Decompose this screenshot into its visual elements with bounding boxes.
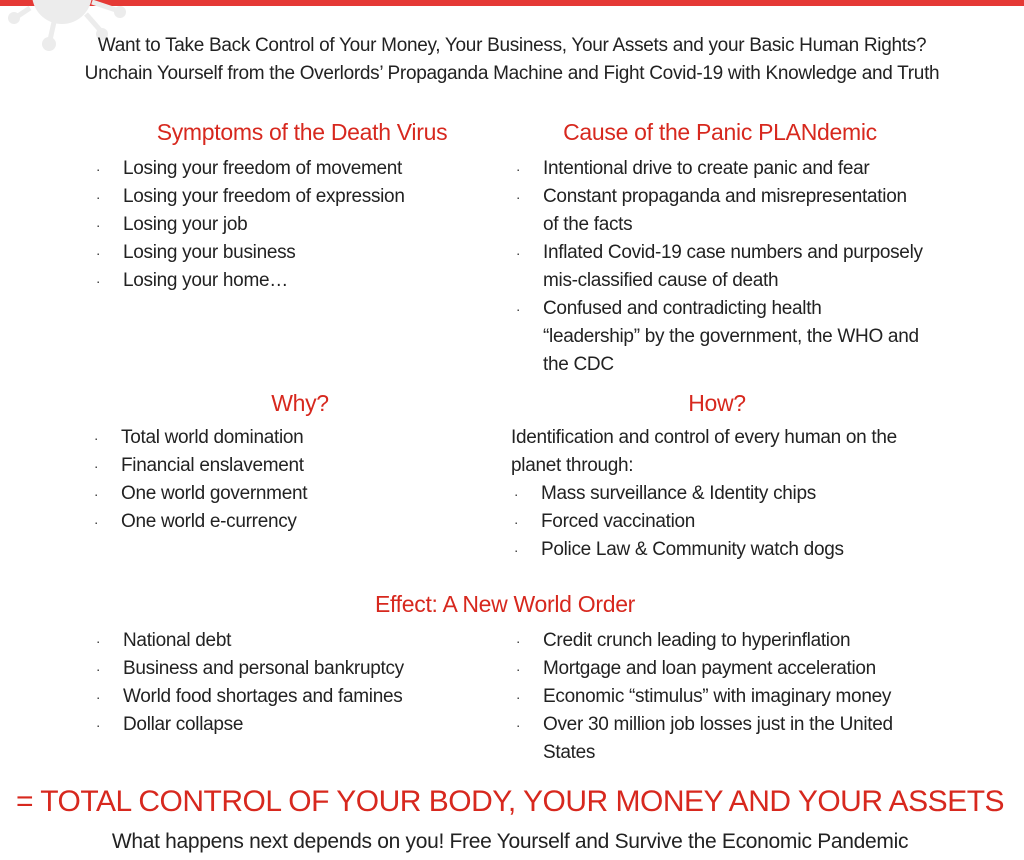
list-item: · Constant propaganda and misrepresentation of the facts bbox=[513, 183, 923, 239]
list-item: · Intentional drive to create panic and fear bbox=[513, 155, 923, 183]
bullet-icon: · bbox=[515, 717, 521, 733]
list-item: · Credit crunch leading to hyperinflation bbox=[513, 627, 933, 655]
intro-line-1: Want to Take Back Control of Your Money, Your Business, Your Assets and your Basic Human Rights? bbox=[97, 35, 927, 56]
bullet-icon: · bbox=[515, 301, 521, 317]
list-item: · Economic “stimulus” with imaginary money bbox=[513, 683, 933, 711]
how-list bbox=[511, 480, 921, 564]
list-item: · Losing your freedom of expression bbox=[93, 183, 503, 211]
list-item: · Total world domination bbox=[91, 424, 491, 452]
why-list bbox=[91, 424, 491, 536]
list-item: · Losing your job bbox=[93, 211, 503, 239]
how-intro: Identification and control of every human on the planet through: bbox=[511, 427, 897, 476]
list-item: · Business and personal bankruptcy bbox=[93, 655, 493, 683]
cause-list bbox=[513, 155, 923, 379]
list-item: · One world e-currency bbox=[91, 508, 491, 536]
bullet-icon: · bbox=[95, 689, 101, 705]
bullet-icon: · bbox=[93, 486, 99, 502]
bullet-icon: · bbox=[515, 661, 521, 677]
effect-right-list bbox=[513, 627, 933, 767]
bullet-icon: · bbox=[93, 430, 99, 446]
top-red-rule bbox=[0, 0, 1024, 6]
why-heading: Why? bbox=[271, 390, 329, 416]
bullet-icon: · bbox=[95, 217, 101, 233]
list-item: · Mortgage and loan payment acceleration bbox=[513, 655, 933, 683]
list-item: · Losing your freedom of movement bbox=[93, 155, 503, 183]
bullet-icon: · bbox=[95, 717, 101, 733]
cause-heading: Cause of the Panic PLANdemic bbox=[563, 119, 877, 145]
bullet-icon: · bbox=[95, 661, 101, 677]
list-item: · Dollar collapse bbox=[93, 711, 493, 739]
bullet-icon: · bbox=[513, 486, 519, 502]
list-item: · National debt bbox=[93, 627, 493, 655]
closing-line: What happens next depends on you! Free Yourself and Survive the Economic Pandemic bbox=[111, 830, 909, 853]
bullet-icon: · bbox=[513, 514, 519, 530]
list-item: · World food shortages and famines bbox=[93, 683, 493, 711]
bullet-icon: · bbox=[515, 161, 521, 177]
symptoms-list bbox=[93, 155, 503, 295]
effect-left-list bbox=[93, 627, 493, 739]
list-item: · Confused and contradicting health “leadership” by the government, the WHO and the CDC bbox=[513, 295, 923, 379]
list-item: · Losing your home… bbox=[93, 267, 503, 295]
effect-heading: Effect: A New World Order bbox=[374, 591, 636, 617]
list-item: · Financial enslavement bbox=[91, 452, 491, 480]
list-item: · Police Law & Community watch dogs bbox=[511, 536, 921, 564]
symptoms-heading: Symptoms of the Death Virus bbox=[156, 119, 448, 145]
bullet-icon: · bbox=[515, 689, 521, 705]
list-item: · One world government bbox=[91, 480, 491, 508]
list-item: · Losing your business bbox=[93, 239, 503, 267]
how-heading: How? bbox=[688, 390, 746, 416]
bullet-icon: · bbox=[515, 189, 521, 205]
bullet-icon: · bbox=[95, 273, 101, 289]
bullet-icon: · bbox=[93, 458, 99, 474]
bullet-icon: · bbox=[95, 245, 101, 261]
list-item: · Forced vaccination bbox=[511, 508, 921, 536]
conclusion-heading: = TOTAL CONTROL OF YOUR BODY, YOUR MONEY AND YOUR ASSETS bbox=[15, 785, 1005, 818]
list-item: · Mass surveillance & Identity chips bbox=[511, 480, 921, 508]
bullet-icon: · bbox=[95, 161, 101, 177]
list-item: · Inflated Covid-19 case numbers and purposely mis-classified cause of death bbox=[513, 239, 923, 295]
bullet-icon: · bbox=[513, 542, 519, 558]
list-item: · Over 30 million job losses just in the United States bbox=[513, 711, 933, 767]
bullet-icon: · bbox=[93, 514, 99, 530]
bullet-icon: · bbox=[95, 633, 101, 649]
bullet-icon: · bbox=[95, 189, 101, 205]
bullet-icon: · bbox=[515, 633, 521, 649]
bullet-icon: · bbox=[515, 245, 521, 261]
intro-text bbox=[0, 32, 1024, 88]
intro-line-2: Unchain Yourself from the Overlords’ Propaganda Machine and Fight Covid-19 with Knowledge and Truth bbox=[84, 63, 940, 84]
